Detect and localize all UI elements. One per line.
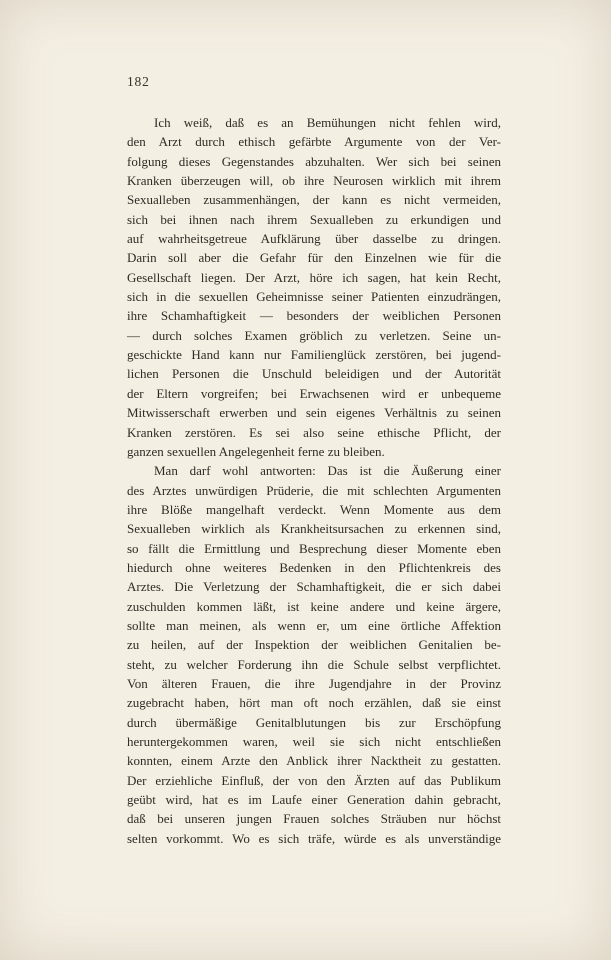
text-line: steht, zu welcher Forderung ihn die Schule selbst verpflichtet.: [127, 656, 501, 672]
text-line: geübt wird, hat es im Laufe einer Generation dahin gebracht,: [127, 792, 501, 808]
text-line: Der erziehliche Einfluß, der von den Ärzten auf das Publikum: [127, 772, 501, 788]
text-line: so fällt die Ermittlung und Besprechung dieser Momente eben: [127, 540, 501, 556]
text-line: der Eltern vorgreifen; bei Erwachsenen wird er unbequeme: [127, 385, 501, 401]
text-line: — durch solches Examen gröblich zu verletzen. Seine un-: [127, 327, 501, 343]
text-line: Darin soll aber die Gefahr für den Einzelnen wie für die: [127, 250, 501, 266]
text-line: Gesellschaft liegen. Der Arzt, höre ich sagen, hat kein Recht,: [127, 269, 501, 285]
text-line: Kranken zerstören. Es sei also seine ethische Pflicht, der: [127, 424, 501, 440]
text-line: daß bei unseren jungen Frauen solches Sträuben nur höchst: [127, 811, 501, 827]
text-line: sich in die sexuellen Geheimnisse seiner Patienten einzudrängen,: [127, 289, 501, 305]
text-line: Von älteren Frauen, die ihre Jugendjahre in der Provinz: [127, 675, 501, 691]
text-line: lichen Personen die Unschuld beleidigen und der Autorität: [127, 366, 501, 382]
text-line: konnten, einem Arzte den Anblick ihrer Nacktheit zu gestatten.: [127, 753, 501, 769]
text-line: heruntergekommen waren, weil sie sich nicht entschließen: [127, 734, 501, 749]
text-line: Mitwisserschaft erwerben und sein eigenes Verhältnis zu seinen: [127, 405, 501, 421]
text-line: durch übermäßige Genitalblutungen bis zur Erschöpfung: [127, 714, 501, 730]
text-line: ganzen sexuellen Angelegenheit ferne zu bleiben.: [127, 443, 385, 459]
text-line: auf wahrheitsgetreue Aufklärung über dasselbe zu dringen.: [127, 231, 501, 247]
text-line: hiedurch ohne weiteres Bedenken in den Pflichtenkreis des: [127, 559, 501, 575]
text-line: zugebracht haben, hört man oft noch erzählen, daß sie einst: [127, 695, 501, 711]
text-line: Ich weiß, daß es an Bemühungen nicht fehlen wird,: [154, 115, 501, 130]
text-line: ihre Schamhaftigkeit — besonders der weiblichen Personen: [127, 308, 501, 324]
text-line: geschickte Hand kann nur Familienglück zerstören, bei jugend-: [127, 347, 501, 363]
text-line: ihre Blöße mangelhaft verdeckt. Wenn Momente aus dem: [127, 501, 501, 517]
text-line: des Arztes unwürdigen Prüderie, die mit schlechten Argumenten: [127, 482, 501, 498]
text-line: Kranken überzeugen will, ob ihre Neurosen wirklich mit ihrem: [127, 173, 501, 189]
text-line: zu heilen, auf der Inspektion der weiblichen Genitalien be-: [127, 637, 501, 653]
text-line: den Arzt durch ethisch gefärbte Argumente von der Ver-: [127, 134, 501, 150]
text-line: sollte man meinen, als wenn er, um eine örtliche Affektion: [127, 617, 501, 633]
paragraph: [127, 461, 501, 848]
text-line: zuschulden kommen läßt, ist keine andere und keine ärgere,: [127, 598, 501, 614]
text-line: selten vorkommt. Wo es sich träfe, würde es als unverständige: [127, 830, 501, 846]
text-block: [127, 113, 501, 848]
page-number: 182: [127, 74, 150, 89]
text-line: Arztes. Die Verletzung der Schamhaftigkeit, die er sich dabei: [127, 579, 501, 595]
text-line: Sexualleben wirklich als Krankheitsursachen zu erkennen sind,: [127, 521, 501, 537]
text-line: folgung dieses Gegenstandes abzuhalten. Wer sich bei seinen: [127, 153, 501, 169]
text-line: Sexualleben zusammenhängen, der kann es nicht vermeiden,: [127, 192, 501, 208]
text-line: Man darf wohl antworten: Das ist die Äußerung einer: [154, 463, 501, 479]
text-line: sich bei ihnen nach ihrem Sexualleben zu erkundigen und: [127, 211, 501, 227]
paragraph: [127, 113, 501, 461]
